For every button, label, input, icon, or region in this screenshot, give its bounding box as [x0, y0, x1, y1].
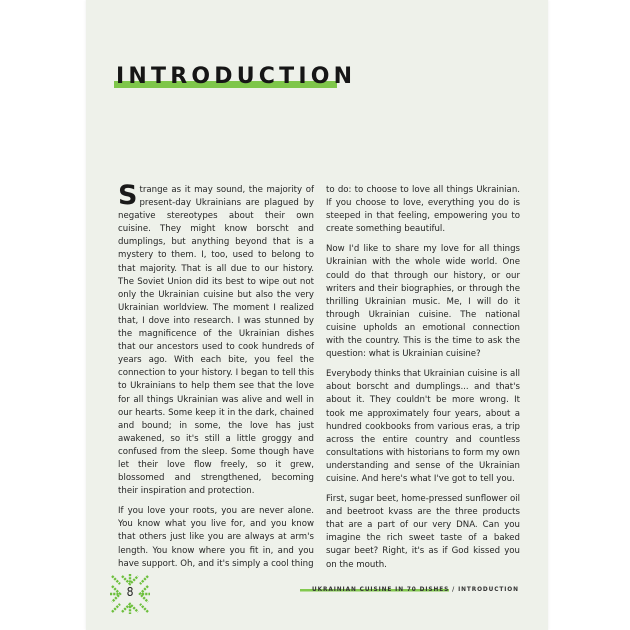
drop-cap: S	[118, 180, 138, 211]
footer-separator: /	[449, 587, 459, 593]
running-footer	[300, 587, 519, 593]
paragraph: First, sugar beet, home-pressed sunflower oil and beetroot kvass are the three products that are a part of our very DNA. Can you imagine the rich sweet taste of a baked sugar beet? Right, it's as if God kissed you on the mouth.	[326, 494, 520, 570]
paragraph: If you love your roots, you are never alone. You know what you live for, and you know that others just like you are always at arm's length. You know where you fit in, and you have support. Oh, and it's simply a cool thing	[118, 506, 314, 569]
page-title: INTRODUCTION	[116, 64, 357, 89]
paragraph: Now I'd like to share my love for all things Ukrainian with the whole wide world. One could do that through our history, or our writers and their biographies, or through the thrilling Ukrainian music. Me, I will do it through Ukrainian cuisine. The national cuisine upholds an emotional connection with the country. This is the time to ask the question: what is Ukrainian cuisine?	[326, 244, 520, 360]
paragraph-text: trange as it may sound, the majority of present-day Ukrainians are plagued by negative stereotypes about their own cuisine. They might know borscht and dumplings, but anything beyond that is a mystery to them. I, too, used to belong to that majority. That is all due to our history. The Soviet Union did its best to wipe out not only the Ukrainian cuisine but also the very Ukrainian worldview. The moment I realized that, I dove into research. I was stunned by the magnificence of the Ukrainian dishes that our ancestors used to cook hundreds of years ago. With each bite, you feel the connection to your history. I began to tell this to Ukrainians to help them see that the love for all things Ukrainian was alive and well in our hearts. Some keep it in the dark, chained and bound; in some, the love has just awakened, so it's still a little groggy and confused from the sleep. Some though have let their love flow freely, so it grew, blossomed and strengthened, becoming their inspiration and protection.	[118, 185, 314, 497]
paragraph: to do: to choose to love all things Ukrainian. If you choose to love, everything you do is steeped in that feeling, empowering you to create something beautiful.	[326, 185, 520, 235]
right-column	[326, 184, 520, 579]
paragraph: Everybody thinks that Ukrainian cuisine is all about borscht and dumplings... and that's about it. They couldn't be more wrong. It took me approximately four years, about a hundred cookbooks from various eras, a trip across the entire country and countless consultations with historians to form my own understanding and sense of the Ukrainian cuisine. And here's what I've got to tell you.	[326, 369, 520, 484]
footer-section: INTRODUCTION	[458, 587, 519, 593]
page-number: 8	[126, 585, 134, 599]
paragraph	[118, 180, 314, 498]
left-column	[118, 180, 314, 578]
footer-book-title: UKRAINIAN CUISINE IN 70 DISHES	[300, 587, 449, 593]
